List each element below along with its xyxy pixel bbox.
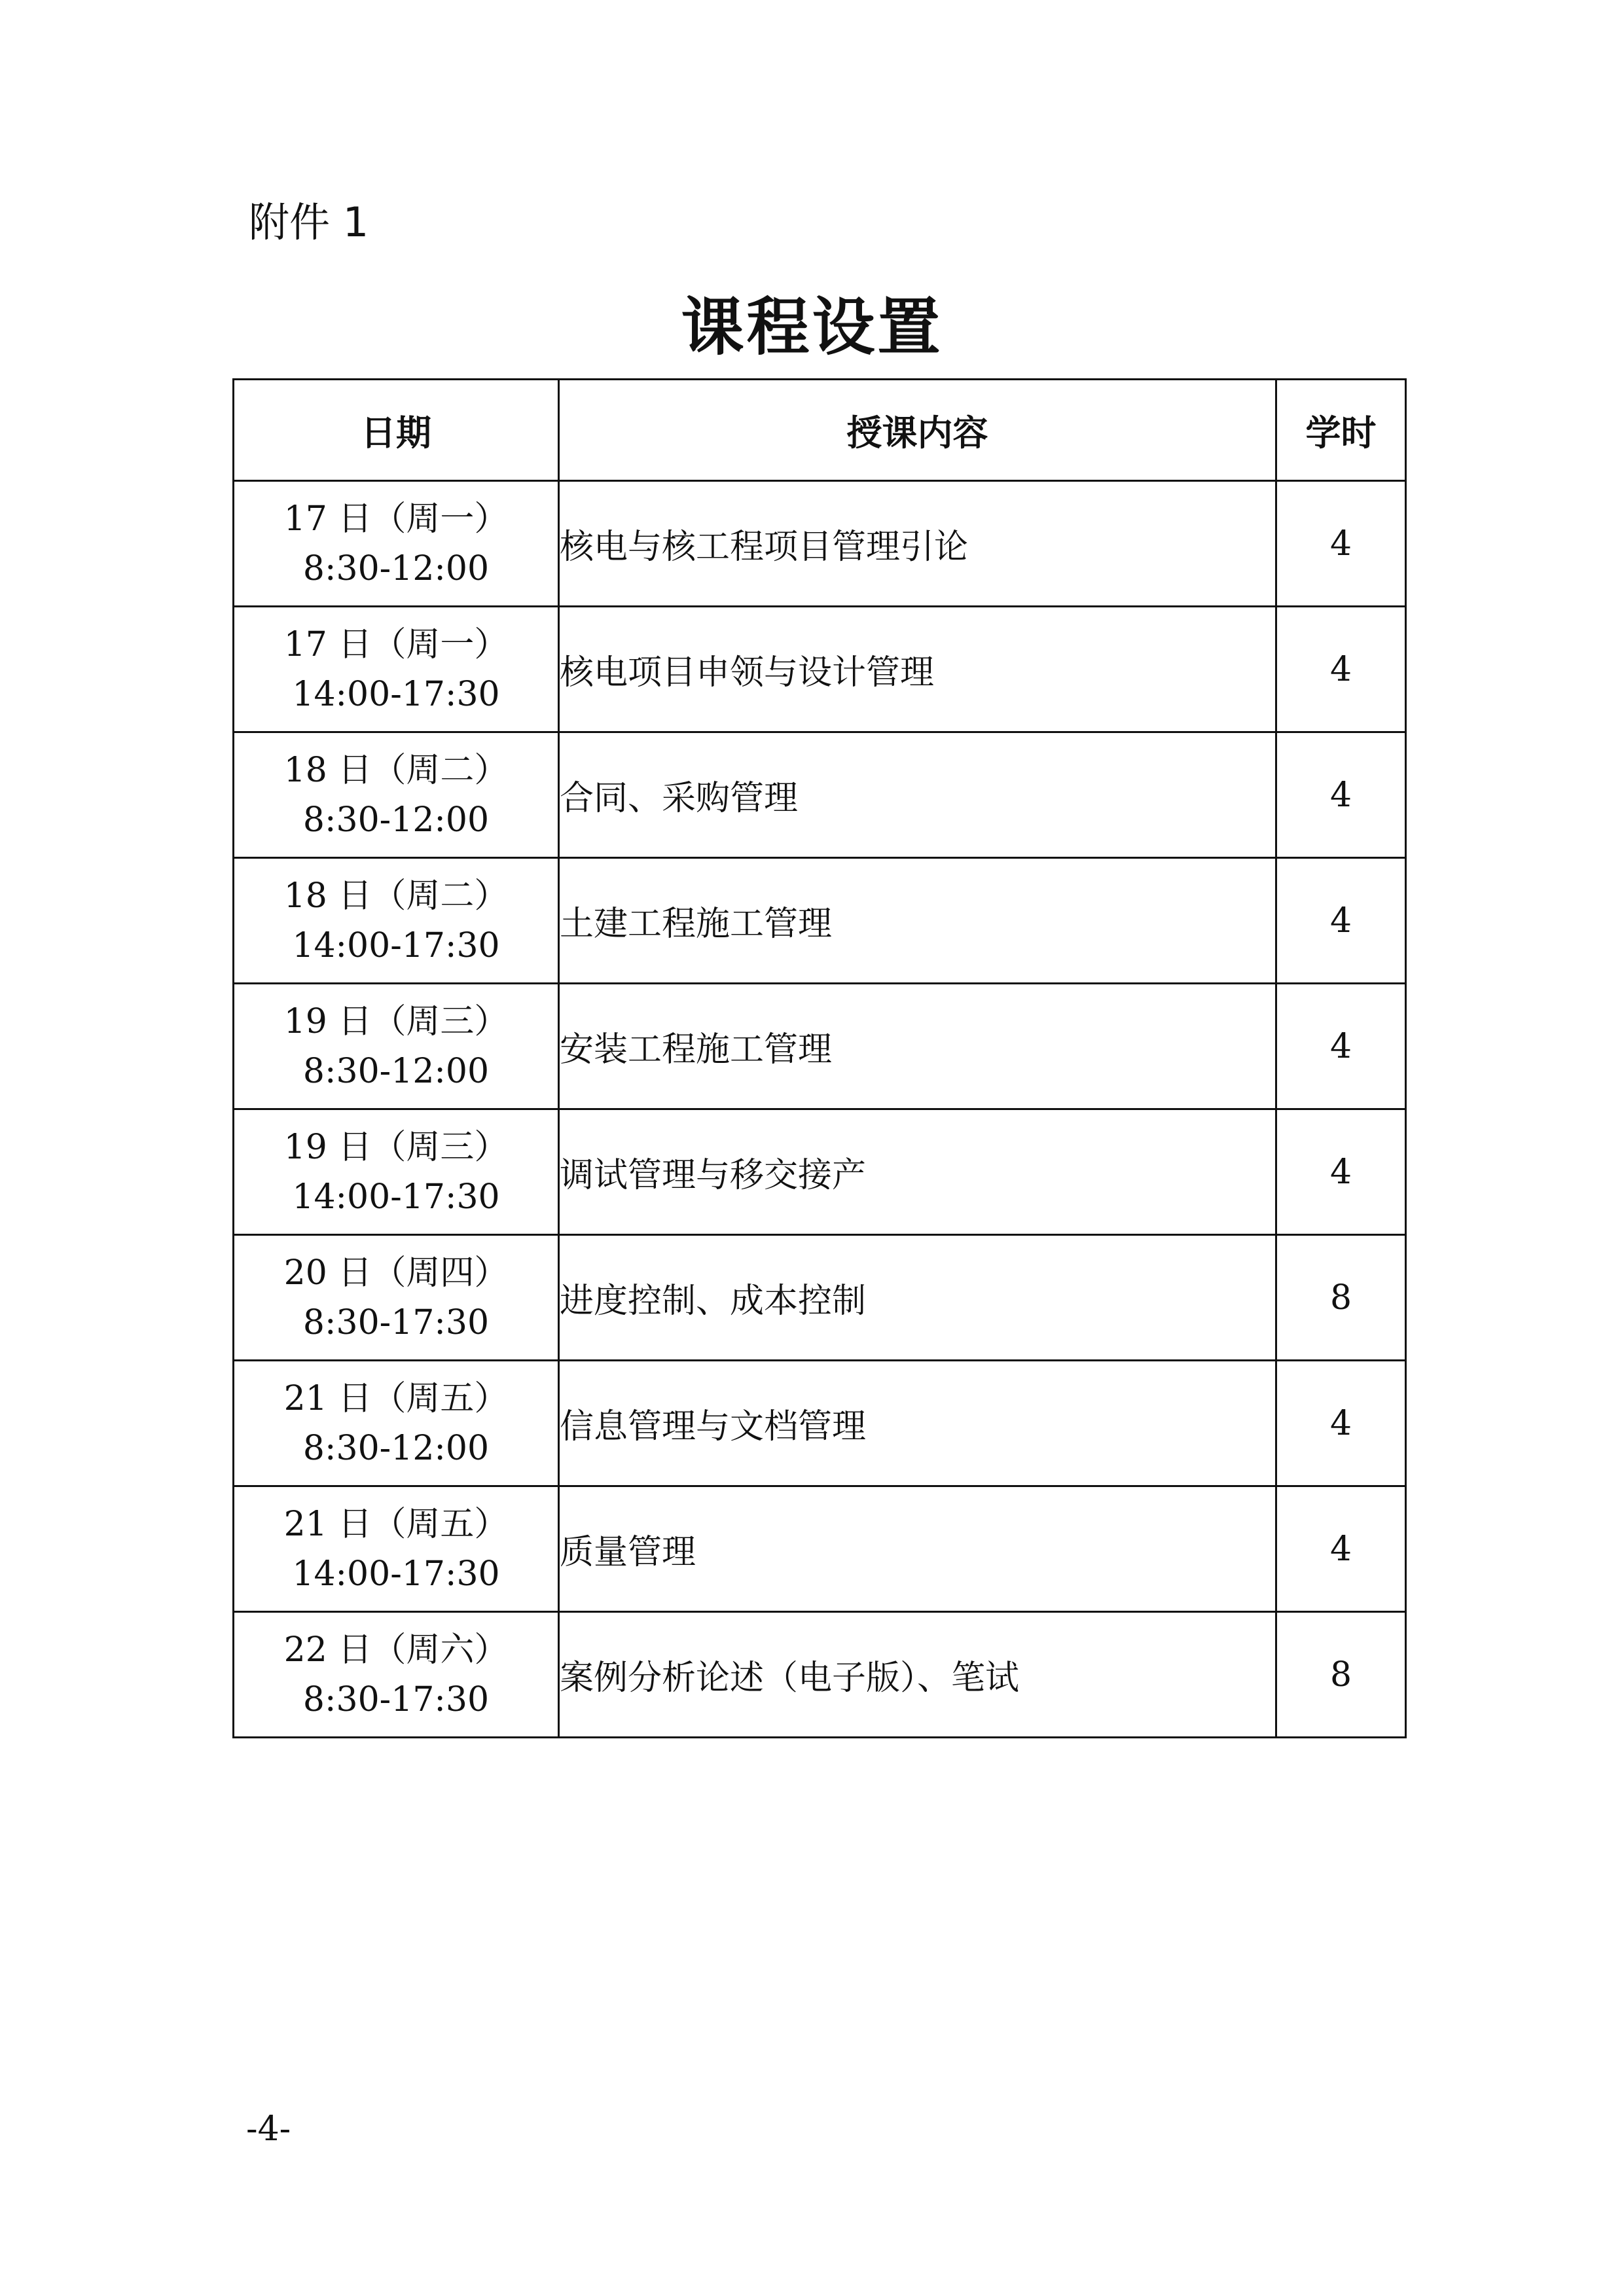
date-cell	[234, 858, 559, 984]
date-cell	[234, 481, 559, 607]
table-row	[234, 607, 1406, 732]
hours-cell: 8	[1276, 1235, 1406, 1361]
date-day: 21 日（周五）	[283, 1504, 509, 1544]
date-time: 14:00-17:30	[292, 674, 500, 714]
content-cell: 案例分析论述（电子版）、笔试	[559, 1612, 1276, 1738]
date-day: 17 日（周一）	[283, 624, 509, 664]
content-cell: 核电项目申领与设计管理	[559, 607, 1276, 732]
date-time: 14:00-17:30	[292, 1554, 500, 1594]
date-cell	[234, 1486, 559, 1612]
date-day: 18 日（周二）	[283, 876, 509, 916]
content-cell: 土建工程施工管理	[559, 858, 1276, 984]
date-day: 19 日（周三）	[283, 1127, 509, 1167]
hours-cell: 4	[1276, 984, 1406, 1109]
page-title: 课程设置	[681, 291, 943, 364]
table-header-row	[234, 380, 1406, 481]
date-time: 8:30-12:00	[302, 1051, 490, 1091]
date-day: 18 日（周二）	[283, 750, 509, 790]
date-cell	[234, 1235, 559, 1361]
hours-cell: 4	[1276, 732, 1406, 858]
date-day: 19 日（周三）	[283, 1001, 509, 1041]
date-cell	[234, 984, 559, 1109]
hours-cell: 4	[1276, 481, 1406, 607]
content-cell: 合同、采购管理	[559, 732, 1276, 858]
header-content: 授课内容	[559, 380, 1276, 481]
hours-cell: 4	[1276, 858, 1406, 984]
hours-cell: 8	[1276, 1612, 1406, 1738]
date-cell	[234, 607, 559, 732]
table-row	[234, 732, 1406, 858]
date-time: 14:00-17:30	[292, 925, 500, 965]
content-cell: 安装工程施工管理	[559, 984, 1276, 1109]
content-cell: 进度控制、成本控制	[559, 1235, 1276, 1361]
table-row	[234, 1612, 1406, 1738]
date-time: 8:30-12:00	[302, 1428, 490, 1468]
date-day: 22 日（周六）	[283, 1630, 509, 1670]
hours-cell: 4	[1276, 1361, 1406, 1486]
date-cell	[234, 1361, 559, 1486]
content-cell: 核电与核工程项目管理引论	[559, 481, 1276, 607]
content-cell: 信息管理与文档管理	[559, 1361, 1276, 1486]
date-time: 8:30-17:30	[302, 1679, 490, 1719]
header-hours: 学时	[1276, 380, 1406, 481]
date-cell	[234, 1109, 559, 1235]
date-day: 20 日（周四）	[283, 1253, 509, 1293]
table-row	[234, 858, 1406, 984]
table-row	[234, 984, 1406, 1109]
date-day: 21 日（周五）	[283, 1378, 509, 1418]
date-time: 8:30-12:00	[302, 800, 490, 840]
attachment-label: 附件 1	[249, 198, 369, 246]
page-number: -4-	[246, 2109, 291, 2149]
date-cell	[234, 1612, 559, 1738]
table-row	[234, 1109, 1406, 1235]
hours-cell: 4	[1276, 1109, 1406, 1235]
date-time: 8:30-17:30	[302, 1302, 490, 1342]
course-schedule-table	[232, 378, 1407, 1738]
table-row	[234, 1235, 1406, 1361]
date-time: 14:00-17:30	[292, 1177, 500, 1217]
header-date: 日期	[234, 380, 559, 481]
table-row	[234, 481, 1406, 607]
content-cell: 质量管理	[559, 1486, 1276, 1612]
content-cell: 调试管理与移交接产	[559, 1109, 1276, 1235]
date-cell	[234, 732, 559, 858]
date-time: 8:30-12:00	[302, 548, 490, 588]
table-row	[234, 1361, 1406, 1486]
hours-cell: 4	[1276, 607, 1406, 732]
date-day: 17 日（周一）	[283, 499, 509, 539]
hours-cell: 4	[1276, 1486, 1406, 1612]
table-row	[234, 1486, 1406, 1612]
